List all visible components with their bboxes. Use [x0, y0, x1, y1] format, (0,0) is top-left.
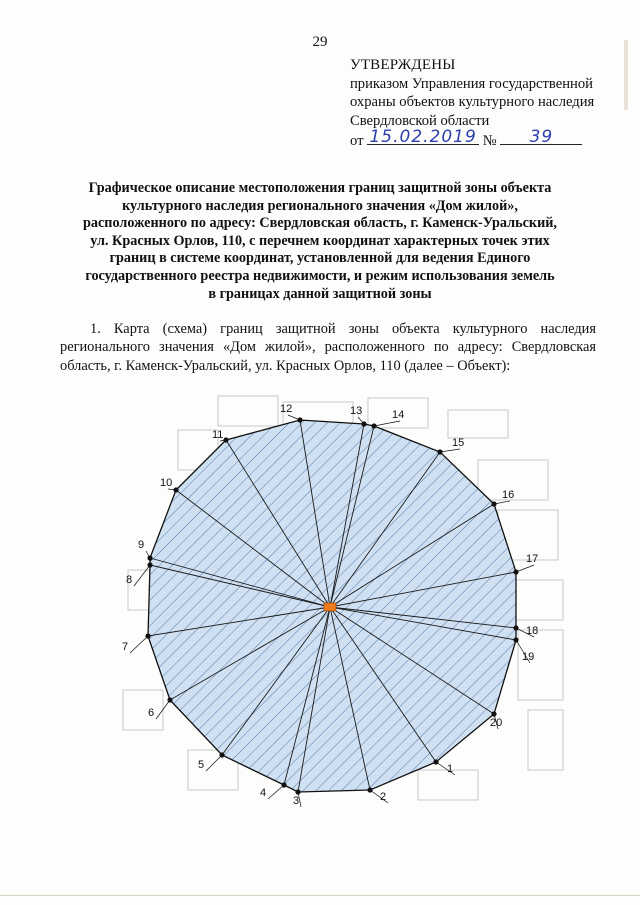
- number-label: №: [482, 133, 497, 149]
- point-label: 8: [126, 574, 133, 586]
- point-label: 17: [526, 553, 539, 565]
- label-leader: [440, 449, 460, 452]
- approval-heading: УТВЕРЖДЕНЫ: [350, 57, 456, 73]
- approval-date-number-line: [350, 126, 594, 151]
- point-label: 1: [447, 763, 454, 775]
- point-label: 10: [160, 477, 173, 489]
- approval-line-1: приказом Управления государственной: [350, 75, 593, 92]
- point-label: 11: [212, 429, 224, 441]
- title-line: расположенного по адресу: Свердловская область, г. Каменск-Уральский,: [83, 215, 557, 232]
- title-line: в границах данной защитной зоны: [208, 285, 432, 302]
- handwritten-number: 39: [529, 126, 554, 147]
- label-leader: [130, 636, 148, 653]
- label-leader: [134, 565, 150, 586]
- label-leader: [206, 755, 222, 771]
- label-leader: [358, 417, 364, 424]
- page-number: 29: [312, 34, 328, 50]
- approval-block: [350, 56, 594, 151]
- point-label: 2: [380, 791, 387, 803]
- handwritten-date: 15.02.2019: [369, 126, 477, 147]
- from-label: от: [350, 133, 364, 149]
- label-leader: [494, 501, 510, 504]
- title-line: границ в системе координат, установленной для ведения Единого: [109, 250, 531, 267]
- zone-map: [118, 390, 570, 820]
- point-label: 15: [452, 437, 465, 449]
- title-line: ул. Красных Орлов, 110, с перечнем координат характерных точек этих: [90, 232, 550, 249]
- document-title: [60, 180, 580, 303]
- label-leader: [516, 565, 534, 572]
- title-line: государственного реестра недвижимости, и режим использования земель: [85, 267, 555, 284]
- title-line: культурного наследия регионального значения «Дом жилой»,: [122, 197, 518, 214]
- label-leader: [288, 415, 300, 420]
- approval-line-3: Свердловской области: [350, 112, 490, 129]
- point-label: 4: [260, 787, 267, 799]
- point-label: 6: [148, 707, 155, 719]
- point-label: 9: [138, 539, 145, 551]
- approval-line-2: охраны объектов культурного наследия: [350, 94, 595, 110]
- label-leader: [374, 421, 400, 426]
- number-blank: [500, 126, 582, 147]
- zone-map-svg: [118, 390, 570, 820]
- point-label: 5: [198, 759, 205, 771]
- point-label: 20: [490, 717, 503, 729]
- point-label: 12: [280, 403, 293, 415]
- point-label: 16: [502, 489, 515, 501]
- page-bottom-edge: [0, 895, 640, 896]
- point-label: 13: [350, 405, 363, 417]
- label-leader: [268, 785, 284, 799]
- point-label: 14: [392, 409, 405, 421]
- point-label: 19: [522, 651, 535, 663]
- paragraph-1-text: 1. Карта (схема) границ защитной зоны объекта культурного наследия регионального значения «Дом жилой», расположенного по адресу: Свердловская область, г. Каменск-Уральский, ул. Красных Орлов, 110 (далее – Объект):: [60, 321, 596, 374]
- heritage-object: [324, 603, 336, 611]
- paragraph-1: [60, 320, 596, 375]
- date-blank: [367, 126, 479, 147]
- title-line: Графическое описание местоположения границ защитной зоны объекта: [88, 180, 552, 196]
- point-label: 7: [122, 641, 129, 653]
- point-label: 18: [526, 625, 539, 637]
- protection-zone: [145, 417, 518, 794]
- point-label: 3: [293, 795, 300, 807]
